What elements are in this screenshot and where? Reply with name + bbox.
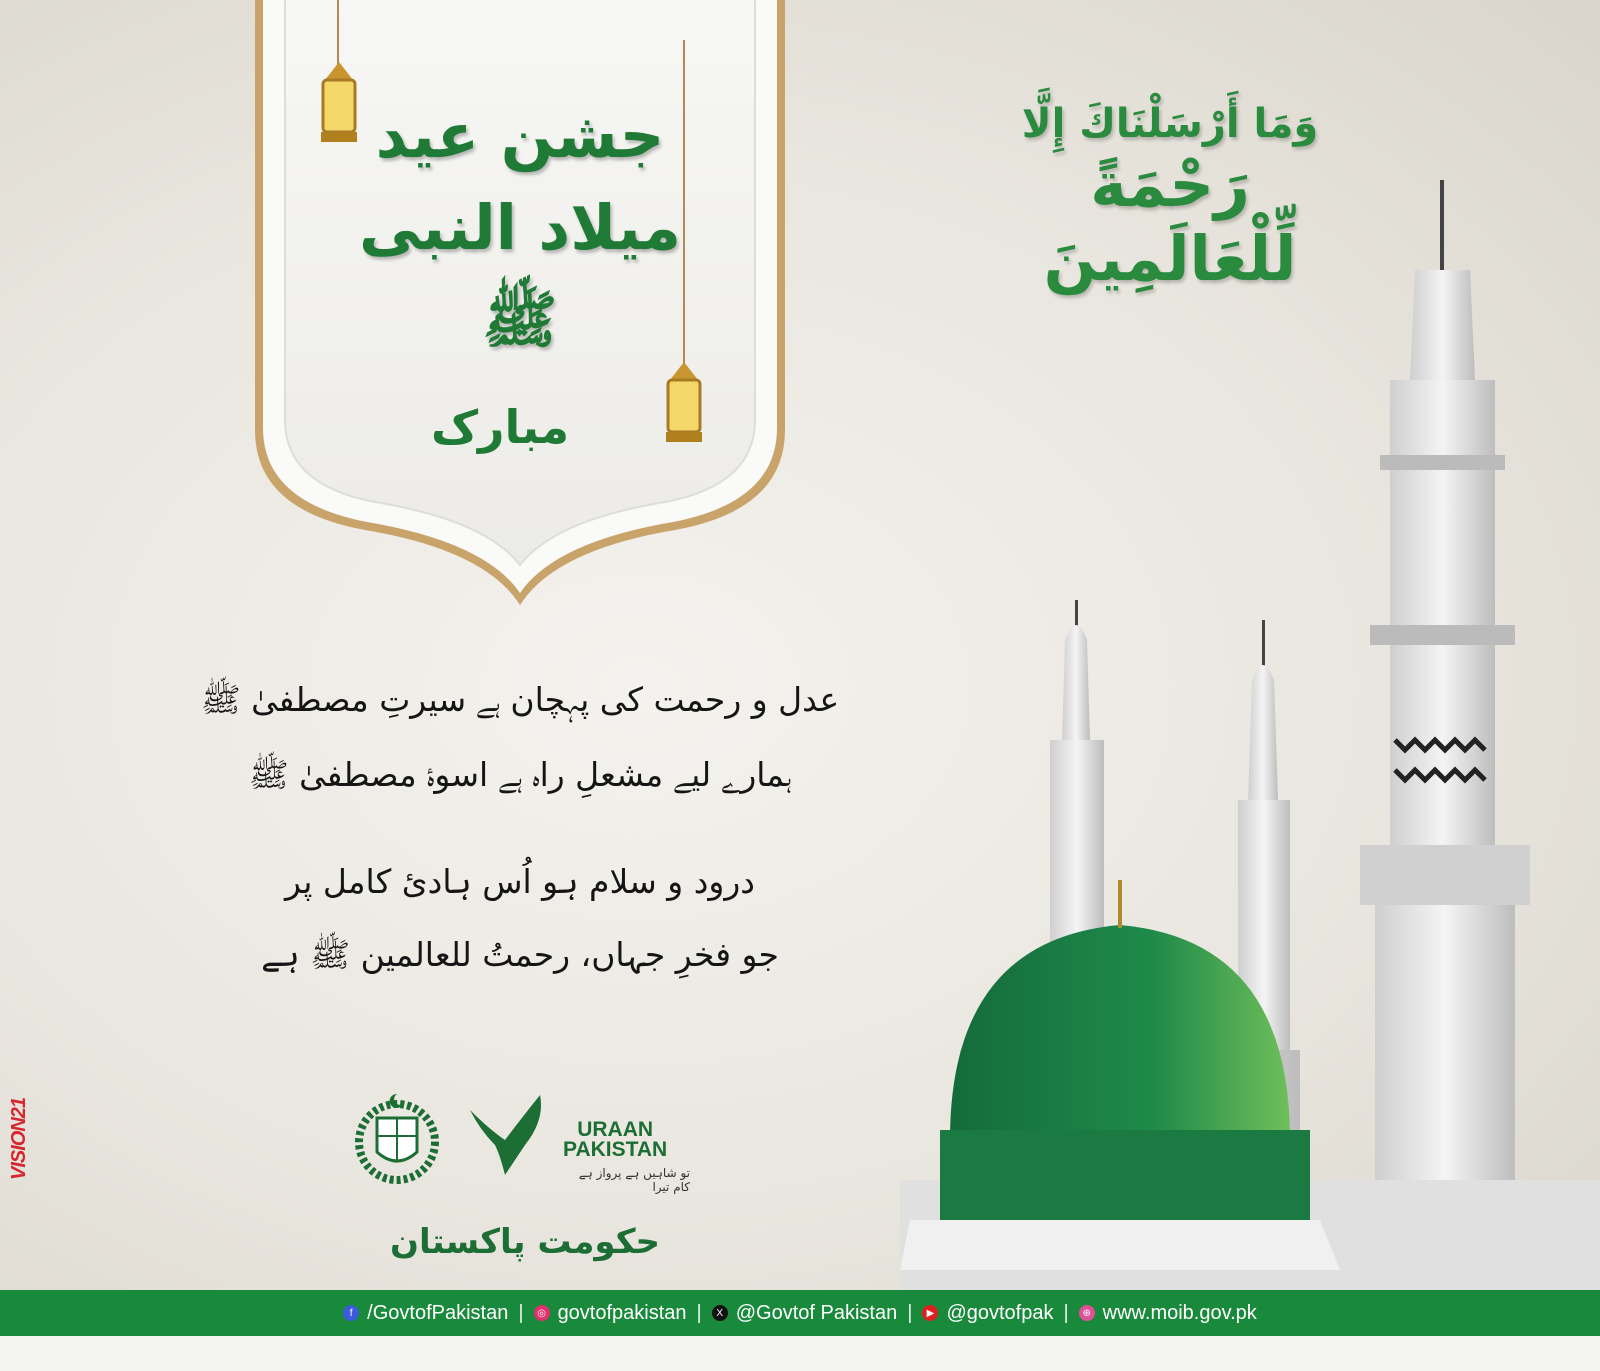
separator: | — [1063, 1301, 1069, 1324]
bottom-strip — [0, 1336, 1600, 1371]
calligraphy-line: رَحْمَةً لِّلْعَالَمِينَ — [1043, 148, 1297, 296]
facebook-link[interactable]: /GovtofPakistan — [367, 1301, 509, 1324]
uraan-tagline: تو شاہیں ہے پرواز ہے کام تیرا — [578, 1166, 690, 1194]
poem-line: جو فخرِ جہاں، رحمتُ للعالمین ﷺ ہے — [261, 935, 779, 974]
x-icon: X — [712, 1305, 728, 1321]
social-footer — [0, 1290, 1600, 1336]
state-emblem-icon — [352, 1090, 442, 1185]
uraan-pakistan-logo — [563, 1120, 667, 1160]
lantern-icon — [663, 362, 705, 447]
poster-title — [330, 90, 710, 366]
separator: | — [907, 1301, 913, 1324]
separator: | — [518, 1301, 524, 1324]
lantern-chain — [337, 0, 339, 70]
mubarak-text: مبارک — [430, 400, 570, 454]
youtube-icon: ▶ — [922, 1305, 938, 1321]
uraan-eagle-icon — [465, 1090, 560, 1180]
instagram-link[interactable]: govtofpakistan — [557, 1301, 687, 1324]
facebook-icon: f — [343, 1305, 359, 1321]
mosque-illustration — [900, 180, 1600, 1300]
poem-line: ہمارے لیے مشعلِ راہ ہے اسوۂ مصطفیٰ ﷺ — [248, 755, 792, 794]
youtube-link[interactable]: @govtofpak — [946, 1301, 1054, 1324]
calligraphy-line: وَمَا أَرْسَلْنَاكَ إِلَّا — [1021, 101, 1319, 147]
government-of-pakistan: حکومت پاکستان — [389, 1222, 661, 1262]
uraan-text: URAAN — [577, 1118, 654, 1141]
website-link[interactable]: www.moib.gov.pk — [1102, 1301, 1257, 1324]
x-link[interactable]: @Govtof Pakistan — [735, 1301, 898, 1324]
separator: | — [696, 1301, 702, 1324]
instagram-icon: ◎ — [534, 1305, 550, 1321]
uraan-text: PAKISTAN — [563, 1138, 668, 1161]
web-icon: ⊕ — [1079, 1305, 1095, 1321]
title-line: میلاد النبی ﷺ — [358, 191, 682, 356]
title-line: جشن عید — [375, 99, 665, 172]
vision21-logo: VISION21 — [8, 1097, 30, 1180]
poem-line: عدل و رحمت کی پہچان ہے سیرتِ مصطفیٰ ﷺ — [200, 680, 840, 719]
poem-line: درود و سلام ہو اُس ہادیٔ کامل پر — [285, 862, 755, 901]
